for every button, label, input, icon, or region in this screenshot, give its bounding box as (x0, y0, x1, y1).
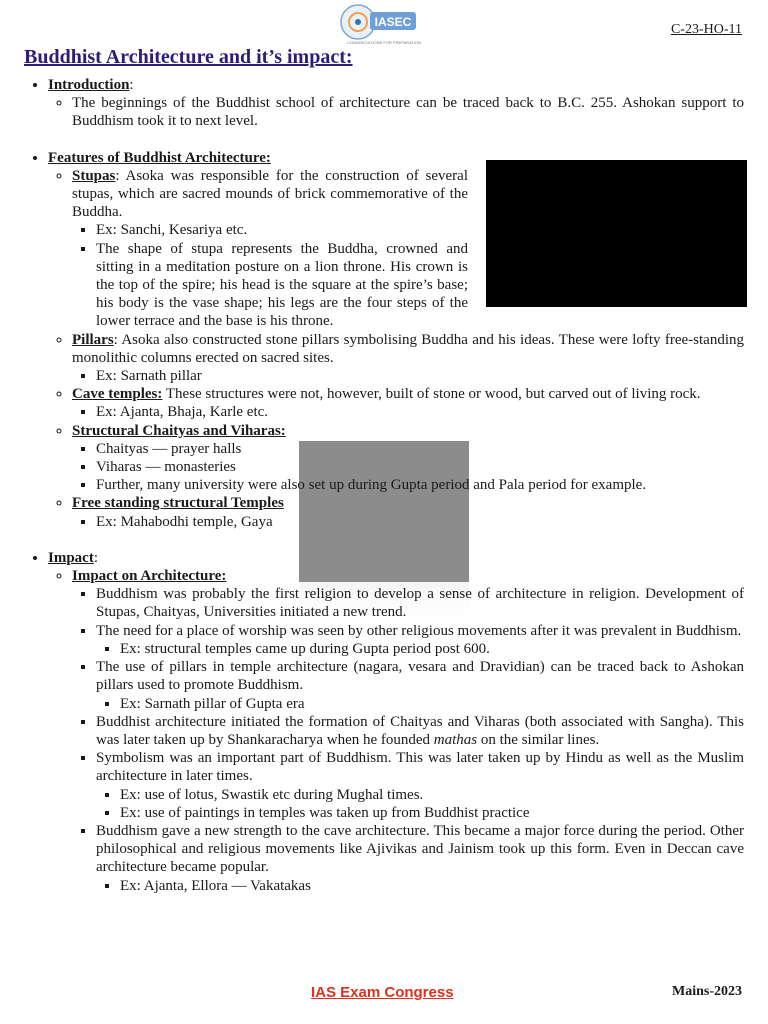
intro-heading-colon: : (129, 77, 134, 93)
impact-point-6-text: Buddhism gave a new strength to the cave architecture. This became a major force during the period. Other philosophical and religious movements like Ajivikas and Jainism took up this form. Even in Deccan cave architecture became popular. (96, 822, 744, 876)
impact-point-3 (96, 658, 744, 713)
stupas-item (72, 167, 468, 331)
impact-point-5-example-1: ▪ Ex: use of lotus, Swastik etc during Mughal times. (120, 786, 744, 804)
intro-heading: Introduction (48, 77, 130, 93)
stupas-example: ▪ Ex: Sanchi, Kesariya etc. (96, 221, 468, 239)
impact-heading-colon: : (93, 549, 98, 566)
impact-point-6-example: ▪ Ex: Ajanta, Ellora — Vakatakas (120, 877, 744, 895)
pillars-text: : Asoka also constructed stone pillars symbolising Buddha and his ideas. These were lofty free-standing monolithic columns erected on sacred sites. (72, 331, 744, 366)
features-heading: Features of Buddhist Architecture: (48, 149, 271, 166)
chaityas-line: ▪ Chaityas — prayer halls (96, 440, 744, 458)
viharas-line: ▪ Viharas — monasteries (96, 458, 744, 476)
pillars-example: ▪ Ex: Sarnath pillar (96, 367, 744, 385)
university-line: ▪ Further, many university were also set up during Gupta period and Pala period for example. (96, 476, 744, 494)
caves-example: ▪ Ex: Ajanta, Bhaja, Karle etc. (96, 403, 744, 421)
temples-item (72, 494, 744, 530)
impact-point-4-a: Buddhist architecture initiated the formation of Chaityas and Viharas (both associated with Sangha). This was later taken up by Shankaracharya when he founded (96, 713, 744, 748)
impact-point-6 (96, 822, 744, 895)
stupa-shape: ▪ The shape of stupa represents the Buddha, crowned and sitting in a meditation posture on a lion throne. His crown is the top of the spire; his head is the square at the spire’s base; his body is the vase shape; his legs are the four steps of the lower terrace and the base is his throne. (96, 240, 468, 331)
impact-architecture (72, 567, 744, 895)
document-body (24, 76, 744, 895)
impact-point-2-text: The need for a place of worship was seen by other religious movements after it was prevalent in Buddhism. (96, 622, 742, 639)
stupas-label: Stupas (72, 167, 116, 184)
footer-brand-link[interactable]: IAS Exam Congress (311, 984, 454, 1001)
intro-text: ◦ The beginnings of the Buddhist school of architecture can be traced back to B.C. 255. Ashokan support to Buddhism took it to next level. (72, 94, 744, 130)
temples-example: ▪ Ex: Mahabodhi temple, Gaya (96, 513, 744, 531)
chaityas-label: Structural Chaityas and Viharas: (72, 422, 286, 439)
logo-wordmark: IASEC (374, 15, 412, 29)
impact-section (48, 549, 744, 895)
impact-point-3-text: The use of pillars in temple architecture (nagara, vesara and Dravidian) can be traced back to Ashokan pillars used to promote Buddhism. (96, 659, 744, 694)
caves-label: Cave temples: (72, 386, 163, 403)
impact-point-5-text: Symbolism was an important part of Buddhism. This was later taken up by Hindu as well as the Muslim architecture in later times. (96, 750, 744, 785)
footer-exam-label: Mains-2023 (672, 984, 742, 999)
iasec-logo (338, 2, 430, 48)
impact-point-5 (96, 749, 744, 822)
stupas-text: : Asoka was responsible for the construction of several stupas, which are sacred mounds of brick commemorative of the Buddha. (72, 167, 468, 221)
impact-point-2-example: ▪ Ex: structural temples came up during Gupta period post 600. (120, 640, 744, 658)
pillars-item (72, 331, 744, 386)
impact-point-1: ▪ Buddhism was probably the first religion to develop a sense of architecture in religion. Development of Stupas, Chaityas, Universities initiated a new trend. (96, 585, 744, 621)
caves-item (72, 385, 744, 421)
page-title: Buddhist Architecture and it’s impact: (24, 46, 353, 68)
temples-label: Free standing structural Temples (72, 495, 284, 512)
logo-tagline: CONGREGATIONS FOR PREPARATION (346, 40, 422, 45)
impact-heading: Impact (48, 549, 94, 566)
impact-point-2 (96, 622, 744, 658)
impact-point-4-b: on the similar lines. (477, 731, 600, 748)
pillars-label: Pillars (72, 331, 114, 348)
impact-point-5-example-2: ▪ Ex: use of paintings in temples was taken up from Buddhist practice (120, 804, 744, 822)
impact-point-3-example: ▪ Ex: Sarnath pillar of Gupta era (120, 695, 744, 713)
caves-text: These structures were not, however, built of stone or wood, but carved out of living rock. (162, 386, 701, 403)
impact-point-4 (96, 713, 744, 749)
features-section (48, 149, 744, 531)
document-code: C-23-HO-11 (670, 22, 742, 37)
intro-section (48, 76, 744, 131)
impact-sub-heading: Impact on Architecture: (72, 568, 227, 585)
impact-point-4-em: mathas (433, 731, 478, 748)
chaityas-item (72, 422, 744, 495)
